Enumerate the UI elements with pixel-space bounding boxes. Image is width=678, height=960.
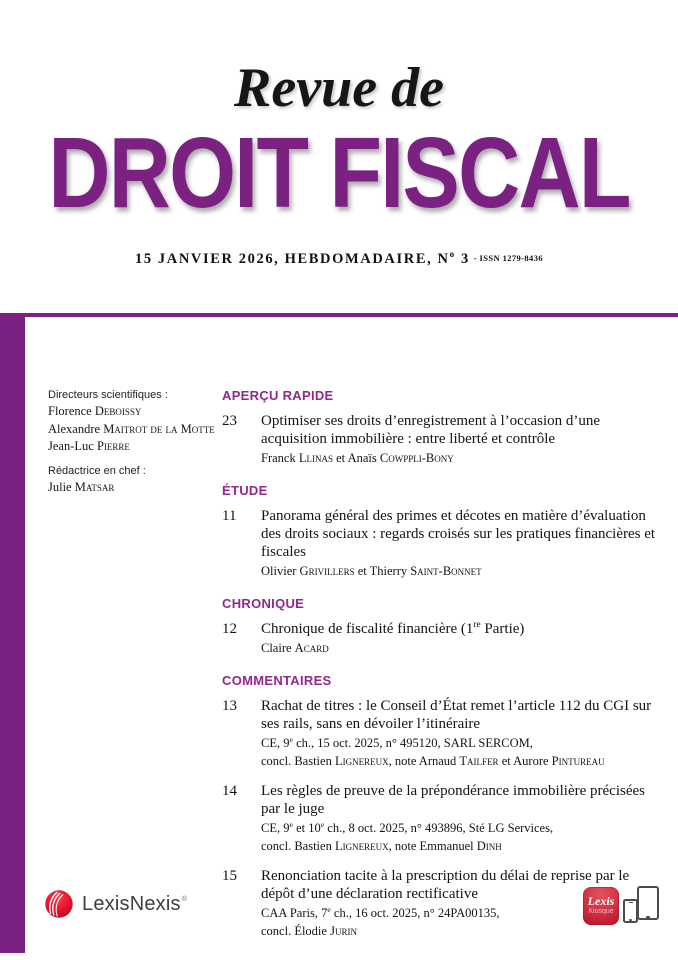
entry-page-number: 15 xyxy=(222,868,237,885)
entry-detail: concl. Élodie Jurin xyxy=(261,923,357,938)
phone-icon xyxy=(623,899,638,923)
director-name: Jean-Luc Pierre xyxy=(48,439,130,453)
journal-pretitle: Revue de xyxy=(234,57,444,119)
entry-detail: Franck Llinas et Anaïs Cowppli-Bony xyxy=(261,450,454,465)
section-heading: CHRONIQUE xyxy=(222,595,305,611)
issn-number: - ISSN 1279-8436 xyxy=(473,253,544,263)
lexisnexis-globe-icon xyxy=(44,889,74,919)
lexis-kiosque-app-icon xyxy=(583,887,619,925)
table-of-contents xyxy=(222,388,662,953)
toc-entry xyxy=(222,698,662,769)
section-heading: APERÇU RAPIDE xyxy=(222,388,334,403)
left-accent-bar xyxy=(0,317,25,953)
section-heading: ÉTUDE xyxy=(222,483,268,499)
entry-detail: Claire Acard xyxy=(261,641,329,656)
entry-body xyxy=(261,508,662,579)
directors-label: Directeurs scientifiques : xyxy=(48,389,168,401)
entry-title: Rachat de titres : le Conseil d’État remet l’article 112 du CGI sur ses rails, sans en dévoiler l’itinéraire xyxy=(261,698,652,733)
entry-page-number: 13 xyxy=(222,698,237,715)
chief-editor-label: Rédactrice en chef : xyxy=(48,464,146,477)
kiosque-icon-line2: Kiosque xyxy=(588,908,614,916)
entry-page-number: 23 xyxy=(222,413,237,429)
issue-line xyxy=(0,251,678,268)
entry-title: Panorama général des primes et décotes en matière d’évaluation des droits sociaux : regards croisés sur les pratiques financières et fiscales xyxy=(261,508,656,560)
entry-title: Renonciation tacite à la prescription du délai de reprise par le dépôt d’une déclaration rectificative xyxy=(261,868,630,902)
entry-body xyxy=(261,698,662,769)
toc-entry xyxy=(222,508,662,579)
issue-date-number: 15 JANVIER 2026, HEBDOMADAIRE, $N^o$ 3 xyxy=(134,249,470,267)
registered-trademark: ® xyxy=(181,895,188,903)
kiosque-icon-line1: Lexis xyxy=(587,894,615,909)
entry-detail: concl. Bastien Lignereux, note Arnaud Tailfer et Aurore Pintureau xyxy=(261,754,605,768)
section-heading: COMMENTAIRES xyxy=(222,673,332,689)
entry-detail: CAA Paris, 7e ch., 16 oct. 2025, n° 24PA00135, xyxy=(261,904,500,920)
entry-detail: CE, 9e ch., 15 oct. 2025, n° 495120, SARL SERCOM, xyxy=(261,735,533,751)
entry-page-number: 12 xyxy=(222,620,237,637)
masthead xyxy=(0,0,678,268)
editorial-board xyxy=(48,389,220,496)
entry-title: Les règles de preuve de la prépondérance immobilière précisées par le juge xyxy=(261,783,645,817)
mobile-devices xyxy=(621,883,659,925)
lexisnexis-wordmark: LexisNexis® xyxy=(82,892,188,915)
entry-page-number: 11 xyxy=(222,508,237,525)
entry-body xyxy=(261,783,662,854)
toc-entry xyxy=(222,413,662,466)
entry-detail: concl. Bastien Lignereux, note Emmanuel Dinh xyxy=(261,838,502,853)
chief-editor-name: Julie Matsar xyxy=(48,479,115,494)
entry-detail: Olivier Grivillers et Thierry Saint-Bonnet xyxy=(261,563,482,578)
tablet-icon xyxy=(637,886,659,920)
director-name: Florence Deboissy xyxy=(48,404,142,418)
director-name: Alexandre Maitrot de la Motte xyxy=(48,421,215,436)
entry-detail: CE, 9e et 10e ch., 8 oct. 2025, n° 493896, Sté LG Services, xyxy=(261,819,554,836)
toc-entry xyxy=(222,621,662,656)
entry-title: Optimiser ses droits d’enregistrement à l’occasion d’une acquisition immobilière : entre liberté et contrôle xyxy=(261,413,601,447)
journal-title: DROIT FISCAL xyxy=(48,117,630,229)
toc-entry xyxy=(222,783,662,854)
entry-body xyxy=(261,621,662,656)
lexis-kiosque-promo xyxy=(583,883,659,925)
horizontal-divider xyxy=(0,313,678,317)
entry-page-number: 14 xyxy=(222,783,237,800)
entry-title: Chronique de fiscalité financière (1re Partie) xyxy=(261,619,525,637)
entry-body xyxy=(261,413,662,466)
lexisnexis-logo xyxy=(44,889,187,919)
